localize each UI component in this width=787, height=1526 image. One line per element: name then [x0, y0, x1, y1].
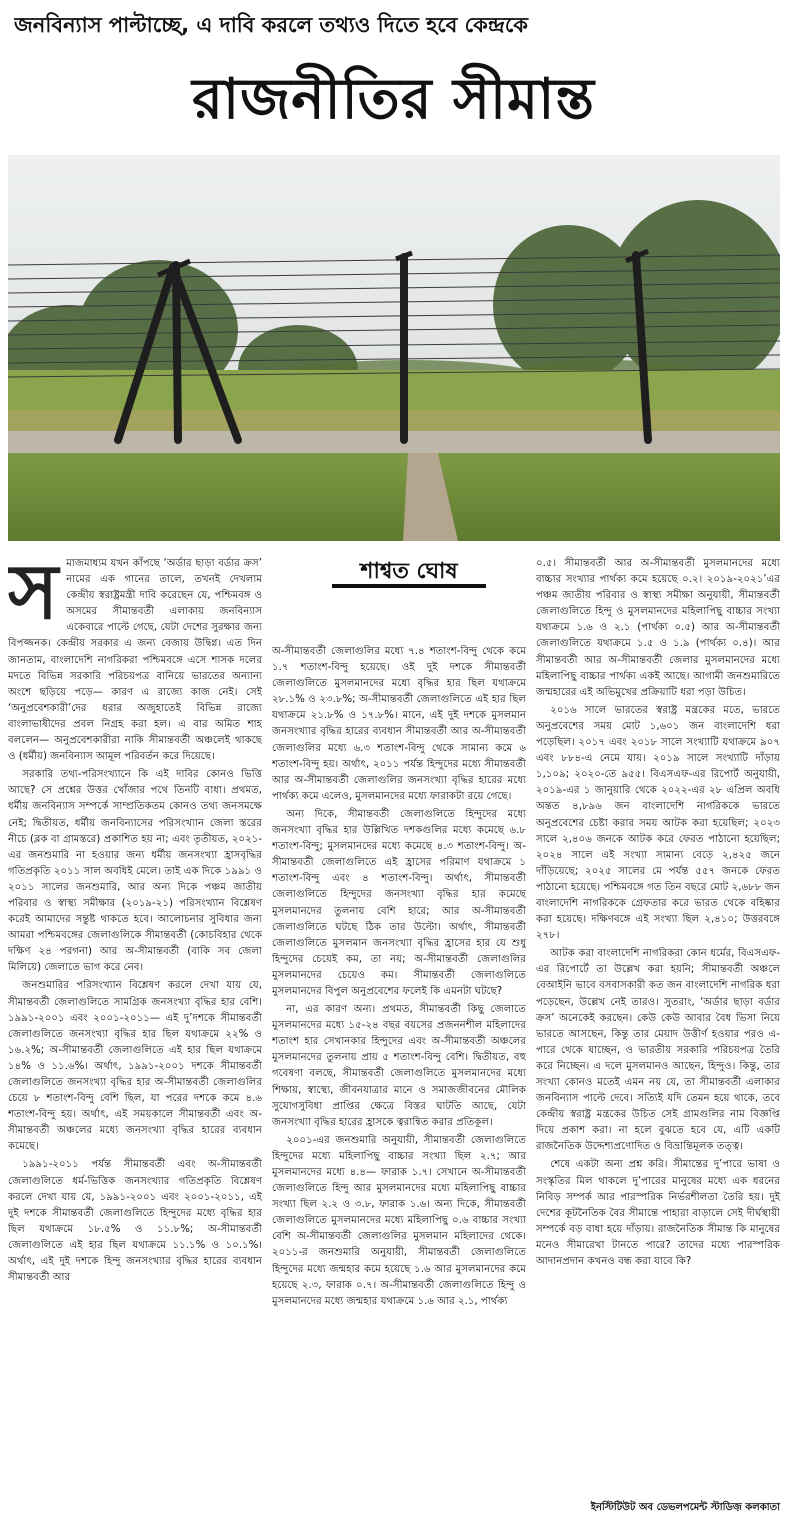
drop-cap: স — [8, 556, 59, 636]
paragraph: ০.৫। সীমান্তবর্তী আর অ-সীমান্তবর্তী মুসলমানদের মধ্যে বাচ্চার সংখ্যার পার্থক্য কমে হয়েছে ০.২। ২০১৯-২০২১’এর পঞ্চম জাতীয় পরিবার ও স্বাস্থ্য সমীক্ষা অনুযায়ী, সীমান্তবর্তী জেলাগুলিতে হিন্দু ও মুসলমানদের মহিলাপিছু বাচ্চার সংখ্যা যথাক্রমে ১.৬ ও ২.১ (পার্থক্য ০.৫) আর অ-সীমান্তবর্তী জেলাগুলিতে যথাক্রমে ১.৫ ও ১.৯ (পার্থক্য ০.৪)। আর সীমান্তবর্তী আর অ-সীমান্তবর্তী জেলার মুসলমানদের মধ্যে মহিলাপিছু বাচ্চার পার্থক্য একই আছে। আগামী জনশুমারিতে জন্মহারের এই অভিমুখের প্রক্রিয়াটি ধরা পড়া উচিত। — [536, 558, 780, 698]
border-fence-photo — [8, 155, 780, 541]
byline-block — [272, 556, 526, 644]
paragraph: জনশুমারির পরিসংখ্যান বিশ্লেষণ করলে দেখা যায় যে, সীমান্তবর্তী জেলাগুলিতে সামগ্রিক জনসংখ্যা বৃদ্ধির হার বেশি। ১৯৯১-২০০১ এবং ২০০১-২০১১— এই দু’দশকে সীমান্তবর্তী জেলাগুলিতে জনসংখ্যা বৃদ্ধির হার ছিল যথাক্রমে ২২% ও ১৬.২%; অ-সীমান্তবর্তী জেলাগুলিতে এই হার ছিল যথাক্রমে ১৪% ও ১১.৬%। অর্থাৎ, ১৯৯১-২০০১ দশকে সীমান্তবর্তী জেলাগুলিতে জনসংখ্যা বৃদ্ধির হার অ-সীমান্তবর্তী জেলাগুলির চেয়ে ৮ শতাংশ-বিন্দু বেশি ছিল, যা পরের দশকে কমে ৪.৬ শতাংশ-বিন্দু হয়। অর্থাৎ, এই সময়কালে সীমান্তবর্তী এবং অ-সীমান্তবর্তী অঞ্চলের মধ্যে জনসংখ্যা বৃদ্ধির হারের ব্যবধান কমেছে। — [8, 980, 262, 1153]
article-headline: রাজনীতির সীমান্ত — [192, 67, 595, 132]
paragraph: আটক করা বাংলাদেশি নাগরিকরা কোন ধর্মের, বিএসএফ-এর রিপোর্টে তা উল্লেখ করা হয়নি; সীমান্তবর্তী অঞ্চলে বেআইনি ভাবে বসবাসকারী কত জন বাংলাদেশি নাগরিক ধরা পড়েছেন, উল্লেখ নেই তারও। সুতরাং, ‘অর্ডার ছাড়া বর্ডার ক্রস’ অনেকেই করছেন। কেউ কেউ আবার বৈধ ভিসা নিয়ে ভারতে আসছেন, কিন্তু তার মেয়াদ উত্তীর্ণ হওয়ার পরও এ-পারে থেকে যাচ্ছেন, ও ভারতীয় সরকারি পরিচয়পত্র তৈরি করে নিচ্ছেন। এ দলে মুসলমানও আছেন, হিন্দুও। কিন্তু, তার সংখ্যা কোনও মতেই এমন নয় যে, তা সীমান্তবর্তী এলাকার জনবিন্যাস পাল্টে দেবে। সত্যিই যদি তেমন হয়ে থাকে, তবে কেন্দ্রীয় স্বরাষ্ট্র মন্ত্রকের উচিত সেই গ্রামগুলির নাম বিজ্ঞপ্তি দিয়ে প্রকাশ করা। না হলে বুঝতে হবে যে, এটি একটি রাজনৈতিক উদ্দেশ্যপ্রণোদিত ও বিভ্রান্তিমূলক তত্ত্ব। — [536, 948, 780, 1153]
article-column-1 — [8, 556, 262, 1522]
paragraph: অন্য দিকে, সীমান্তবর্তী জেলাগুলিতে হিন্দুদের মধ্যে জনসংখ্যা বৃদ্ধির হার উল্লিখিত দশকগুলির মধ্যে কমেছে ৬.৮ শতাংশ-বিন্দু; মুসলমানদের মধ্যে কমেছে ৪.৩ শতাংশ-বিন্দু। অ-সীমান্তবর্তী জেলাগুলিতে এই হ্রাসের পরিমাণ যথাক্রমে ১ শতাংশ-বিন্দু এবং ৪ শতাংশ-বিন্দু। অর্থাৎ, সীমান্তবর্তী জেলাগুলিতে হিন্দুদের জনসংখ্যা বৃদ্ধির হার কমেছে মুসলমানদের তুলনায় বেশি হারে; আর অ-সীমান্তবর্তী জেলাগুলিতে ঘটছে ঠিক তার উল্টো। অর্থাৎ, সীমান্তবর্তী জেলাগুলিতে মুসলমান জনসংখ্যা বৃদ্ধির হ্রাসের হার যে শুধু হিন্দুদের চেয়েই কম, তা নয়; অ-সীমান্তবর্তী জেলাগুলির মুসলমানদের চেয়েও কম। সীমান্তবর্তী জেলাগুলিতে মুসলমানদের বিপুল অনুপ্রবেশের ফলেই কি এমনটা ঘটছে? — [272, 808, 526, 997]
paragraph: মাজমাধ্যম যখন কাঁপছে ‘অর্ডার ছাড়া বর্ডার ক্রস’ নামের এক গানের তালে, তখনই দেখলাম কেন্দ্রীয় স্বরাষ্ট্রমন্ত্রী দাবি করেছেন যে, পশ্চিমবঙ্গ ও অসমের সীমান্তবর্তী এলাকায় জনবিন্যাস একেবারে পাল্টে গেছে, যেটা দেশের সুরক্ষার জন্য বিপজ্জনক। কেন্দ্রীয় সরকার এ জন্য বেজায় উদ্বিগ্ন। এত দিন জানতাম, বাংলাদেশি নাগরিকরা পশ্চিমবঙ্গে এসে শাসক দলের মদতে বিভিন্ন সরকারি পরিচয়পত্র বানিয়ে ভারতের অন্যান্য অংশে ছড়িয়ে পড়ে— কারণ এ রাজ্যে কাজ নেই। সেই ‘অনুপ্রবেশকারী’দের ধরার অজুহাতেই বিভিন্ন রাজ্যে বাংলাভাষীদের প্রবল নিগ্রহ করা হল। এ বার অমিত শাহ বললেন— অনুপ্রবেশকারীরা নাকি সীমান্তবর্তী অঞ্চলেই থাকছে ও (ধর্মীয়) জনবিন্যাস আমূল পরিবর্তন করে দিয়েছে। — [8, 558, 262, 763]
article-column-2 — [272, 556, 526, 1522]
paragraph: না, এর কারণ অন্য। প্রথমত, সীমান্তবর্তী কিছু জেলাতে মুসলমানদের মধ্যে ১৫-২৪ বছর বয়সের প্রজননশীল মহিলাদের শতাংশ হার সেখানকার হিন্দুদের এবং অ-সীমান্তবর্তী অঞ্চলের মুসলমানদের তুলনায় প্রায় ৫ শতাংশ-বিন্দু বেশি। দ্বিতীয়ত, বহু গবেষণা বলছে, সীমান্তবর্তী জেলাগুলিতে মুসলমানদের মধ্যে শিক্ষায়, স্বাস্থ্যে, জীবনযাত্রার মানে ও সমাজজীবনের মৌলিক সুযোগসুবিধা প্রাপ্তির ক্ষেত্রে বিস্তর ঘাটতি আছে, যেটা জনসংখ্যা বৃদ্ধির হারের হ্রাসকে ত্বরান্বিত করার প্রতিকূল। — [272, 1004, 526, 1128]
author-byline: শাশ্বত ঘোষ — [332, 564, 486, 588]
paragraph: শেষে একটা অন্য প্রশ্ন করি। সীমান্তের দু’পারে ভাষা ও সংস্কৃতির মিল থাকলে দু’পারের মানুষের মধ্যে এক ধরনের নিবিড় সম্পর্ক আর পারস্পরিক নির্ভরশীলতা তৈরি হয়। দুই দেশের কূটনৈতিক বৈর সীমান্তে পাহারা বাড়ালে সেই দীর্ঘস্থায়ী সম্পর্কে বড় বাধা হয়ে দাঁড়ায়। রাজনৈতিক সীমান্ত কি মানুষের মনেও সীমারেখা টানতে পারে? তাদের মধ্যে পারস্পরিক আদানপ্রদান কখনও বন্ধ করা যাবে কি? — [536, 1159, 780, 1268]
author-credit: ইনস্টিটিউট অব ডেভলপমেন্ট স্টাডিজ় কলকাতা — [590, 1502, 780, 1513]
paragraph: ২০০১-এর জনশুমারি অনুযায়ী, সীমান্তবর্তী জেলাগুলিতে হিন্দুদের মধ্যে মহিলাপিছু বাচ্চার সংখ্যা ছিল ২.৭; আর মুসলমানদের মধ্যে ৪.৪— ফারাক ১.৭। সেখানে অ-সীমান্তবর্তী জেলাগুলিতে হিন্দু আর মুসলমানদের মধ্যে মহিলাপিছু বাচ্চার সংখ্যা ছিল ২.২ ও ৩.৮, ফারাক ১.৬। অন্য দিকে, সীমান্তবর্তী জেলাগুলিতে মুসলমানদের মধ্যে মহিলাপিছু ০.৬ বাচ্চার সংখ্যা বেশি অ-সীমান্তবর্তী জেলাগুলির মুসলমান মহিলাদের থেকে। ২০১১-র জনশুমারি অনুযায়ী, সীমান্তবর্তী জেলাগুলিতে হিন্দুদের মধ্যে জন্মহার কমে হয়েছে ১.৬ আর মুসলমানদের কমে হয়েছে ২.৩, ফারাক ০.৭। অ-সীমান্তবর্তী জেলাগুলিতে হিন্দু ও মুসলমানদের মধ্যে জন্মহার যথাক্রমে ১.৬ আর ২.১, পার্থক্য — [272, 1134, 526, 1307]
paragraph: অ-সীমান্তবর্তী জেলাগুলির মধ্যে ৭.৪ শতাংশ-বিন্দু থেকে কমে ১.৭ শতাংশ-বিন্দু হয়েছে। ওই দুই দশকে সীমান্তবর্তী জেলাগুলিতে মুসলমানদের মধ্যে বৃদ্ধির হার ছিল যথাক্রমে ২৮.১% ও ২৩.৮%; অ-সীমান্তবর্তী জেলাগুলিতে এই হার ছিল যথাক্রমে ২১.৮% ও ১৭.৮%। মানে, এই দুই দশকে মুসলমান জনসংখ্যার বৃদ্ধির হারের ব্যবধান সীমান্তবর্তী আর অ-সীমান্তবর্তী জেলাগুলির মধ্যে ৬.৩ শতাংশ-বিন্দু থেকে সামান্য কমে ৬ শতাংশ-বিন্দু হয়। অর্থাৎ, ২০১১ পর্যন্ত হিন্দুদের মধ্যে সীমান্তবর্তী আর অ-সীমান্তবর্তী জেলাগুলির জনসংখ্যা বৃদ্ধির হারের মধ্যে পার্থক্য কমে এলেও, মুসলমানদের মধ্যে ফারাকটা রয়ে গেছে। — [272, 646, 526, 802]
article-kicker: জনবিন্যাস পাল্টাচ্ছে, এ দাবি করলে তথ্যও দিতে হবে কেন্দ্রকে — [14, 13, 528, 37]
article-column-3 — [536, 556, 780, 1522]
paragraph: সরকারি তথ্য-পরিসংখ্যানে কি এই দাবির কোনও ভিত্তি আছে? সে প্রশ্নের উত্তর খোঁজার পথে তিনটি বাধা। প্রথমত, ধর্মীয় জনবিন্যাস সম্পর্কে সাম্প্রতিকতম কোনও তথ্য জনসমক্ষে নেই; দ্বিতীয়ত, ধর্মীয় জনবিন্যাসের পরিসংখ্যান জেলা স্তরের নীচে (ব্লক বা গ্রামস্তরে) প্রকাশিত হয় না; এবং তৃতীয়ত, ২০২১-এর জনশুমারি না হওয়ার জন্য ধর্মীয় জনসংখ্যা হ্রাসবৃদ্ধির গতিপ্রকৃতি ২০১১ সাল অবধিই মেলে। তাই এক দিকে ১৯৯১ ও ২০১১ সালের জনশুমারি, আর অন্য দিকে পঞ্চম জাতীয় পরিবার ও স্বাস্থ্য সমীক্ষার (২০১৯-২১) পরিসংখ্যান বিশ্লেষণ করেই আমাদের সন্তুষ্ট থাকতে হবে। আলোচনার সুবিধার জন্য আমরা পশ্চিমবঙ্গের জেলাগুলিকে সীমান্তবর্তী (কোচবিহার থেকে দক্ষিণ ২৪ পরগনা) আর অ-সীমান্তবর্তী (বাকি সব জেলা মিলিয়ে) জেলাতে ভাগ করে নেব। — [8, 769, 262, 974]
paragraph: ২০১৬ সালে ভারতের স্বরাষ্ট্র মন্ত্রকের মতে, ভারতে অনুপ্রবেশের সময় মোট ১,৬০১ জন বাংলাদেশি ধরা পড়েছিল। ২০১৭ এবং ২০১৮ সালে সংখ্যাটি যথাক্রমে ৯০৭ এবং ৮৮৪-এ নেমে যায়। ২০১৯ সালে সংখ্যাটি দাঁড়ায় ১,১০৯; ২০২০-তে ৯৫৫। বিএসএফ-এর রিপোর্ট অনুযায়ী, ২০১৯-এর ১ জানুয়ারি থেকে ২০২২-এর ২৮ এপ্রিল অবধি অন্তত ৪,৮৯৬ জন বাংলাদেশি নাগরিককে ভারতে অনুপ্রবেশের চেষ্টা করার সময় আটক করা হয়েছিল; ২০২৩ সালে ২,৪০৬ জনকে আটক করে ফেরত পাঠানো হয়েছিল; ২০২৪ সালে এই সংখ্যা সামান্য বেড়ে ২,৪২৫ জনে দাঁড়িয়েছে; ২০২৫ সালের মে পর্যন্ত ৫৫৭ জনকে ফেরত পাঠানো হয়েছে। পশ্চিমবঙ্গে গত তিন বছরে মোট ২,৬৮৮ জন বাংলাদেশি নাগরিককে গ্রেফতার করে ভারত থেকে বহিষ্কার করা হয়েছে। দক্ষিণবঙ্গে এই সংখ্যা ছিল ২,৪১০; উত্তরবঙ্গে ২৭৮। — [536, 704, 780, 942]
paragraph: ১৯৯১-২০১১ পর্যন্ত সীমান্তবর্তী এবং অ-সীমান্তবর্তী জেলাগুলিতে ধর্ম-ভিত্তিক জনসংখ্যার গতিপ্রকৃতি বিশ্লেষণ করলে দেখা যায় যে, ১৯৯১-২০০১ এবং ২০০১-২০১১, এই দুই দশকে সীমান্তবর্তী জেলাগুলিতে হিন্দুদের মধ্যে বৃদ্ধির হার ছিল যথাক্রমে ১৮.৫% ও ১১.৮%; অ-সীমান্তবর্তী জেলাগুলিতে এই হার ছিল যথাক্রমে ১১.১% ও ১০.১%। অর্থাৎ, এই দুই দশকে হিন্দু জনসংখ্যার বৃদ্ধির হারের ব্যবধান সীমান্তবর্তী আর — [8, 1159, 262, 1284]
